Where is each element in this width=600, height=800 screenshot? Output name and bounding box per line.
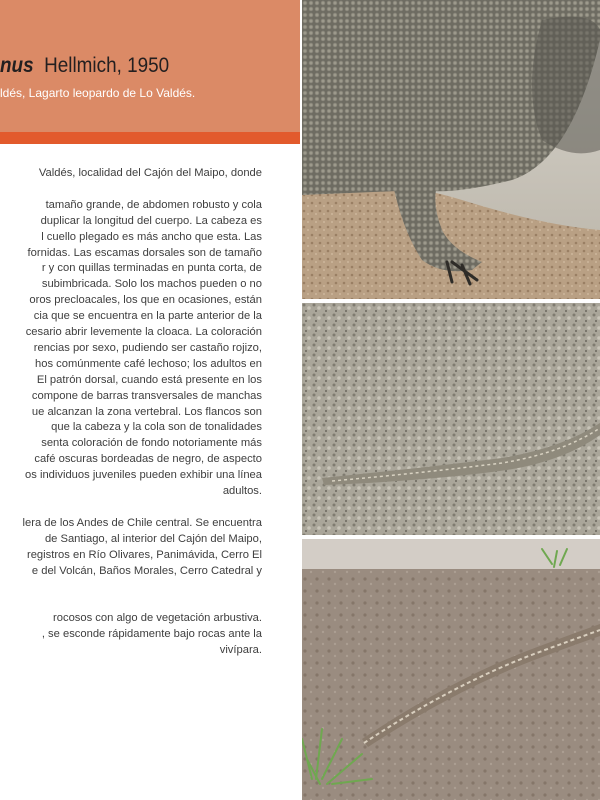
- text-line: hos comúnmente café lechoso; los adultos en: [35, 357, 262, 370]
- juvenile-lizard-photo: [302, 303, 600, 535]
- text-line: os individuos juveniles pueden exhibir una línea: [25, 469, 262, 482]
- species-author: Hellmich, 1950: [44, 54, 170, 77]
- text-line: ue alcanzan la zona vertebral. Los flancos son: [31, 405, 262, 418]
- lizard-habitat-photo: [302, 539, 600, 800]
- text-line: lera de los Andes de Chile central. Se encuentra: [22, 516, 262, 529]
- text-line: café oscuras bordeadas de negro, de aspecto: [34, 453, 262, 466]
- text-line: oros precloacales, los que en ocasiones, están: [29, 294, 262, 307]
- text-line: de Santiago, al interior del Cajón del Maipo,: [44, 532, 262, 545]
- text-line: Valdés, localidad del Cajón del Maipo, donde: [38, 167, 262, 179]
- habitat-paragraph: [0, 611, 262, 659]
- species-text: [0, 166, 262, 659]
- common-names: ldés, Lagarto leopardo de Lo Valdés.: [0, 86, 196, 100]
- text-line: , se esconde rápidamente bajo rocas ante la: [41, 628, 262, 641]
- adult-lizard-photo: [302, 0, 600, 299]
- banner-stripe: [0, 132, 300, 144]
- text-line: senta coloración de fondo notoriamente más: [41, 437, 262, 450]
- species-name: nus: [0, 54, 34, 77]
- text-line: compone de barras transversales de manchas: [31, 389, 262, 402]
- text-line: cia que se encuentra en la parte anterior de la: [33, 310, 262, 323]
- text-line: e del Volcán, Baños Morales, Cerro Catedral y: [31, 564, 262, 577]
- text-line: rencias por sexo, pudiendo ser castaño rojizo,: [33, 341, 262, 354]
- title-banner: [0, 0, 300, 132]
- text-line: vivípara.: [219, 644, 262, 657]
- text-line: r y con quillas terminadas en punta corta, de: [41, 262, 262, 275]
- text-line: tamaño grande, de abdomen robusto y cola: [45, 198, 262, 211]
- intro-paragraph: [0, 166, 262, 182]
- text-line: duplicar la longitud del cuerpo. La cabeza es: [40, 214, 262, 227]
- text-line: que la cabeza y la cola son de tonalidades: [51, 421, 262, 434]
- species-title: [0, 54, 270, 84]
- text-line: fornidas. Las escamas dorsales son de tamaño: [27, 246, 262, 259]
- text-line: cesario abrir levemente la cloaca. La coloración: [25, 326, 262, 339]
- text-line: l cuello plegado es más ancho que esta. Las: [41, 230, 262, 243]
- distribution-paragraph: [0, 516, 262, 580]
- description-paragraph: [0, 198, 262, 500]
- text-line: subimbricada. Solo los machos pueden o no: [41, 278, 262, 291]
- text-line: rocosos con algo de vegetación arbustiva.: [53, 612, 262, 625]
- text-line: registros en Río Olivares, Panimávida, Cerro El: [26, 548, 262, 561]
- text-line: adultos.: [222, 485, 262, 498]
- text-line: El patrón dorsal, cuando está presente en los: [36, 373, 262, 386]
